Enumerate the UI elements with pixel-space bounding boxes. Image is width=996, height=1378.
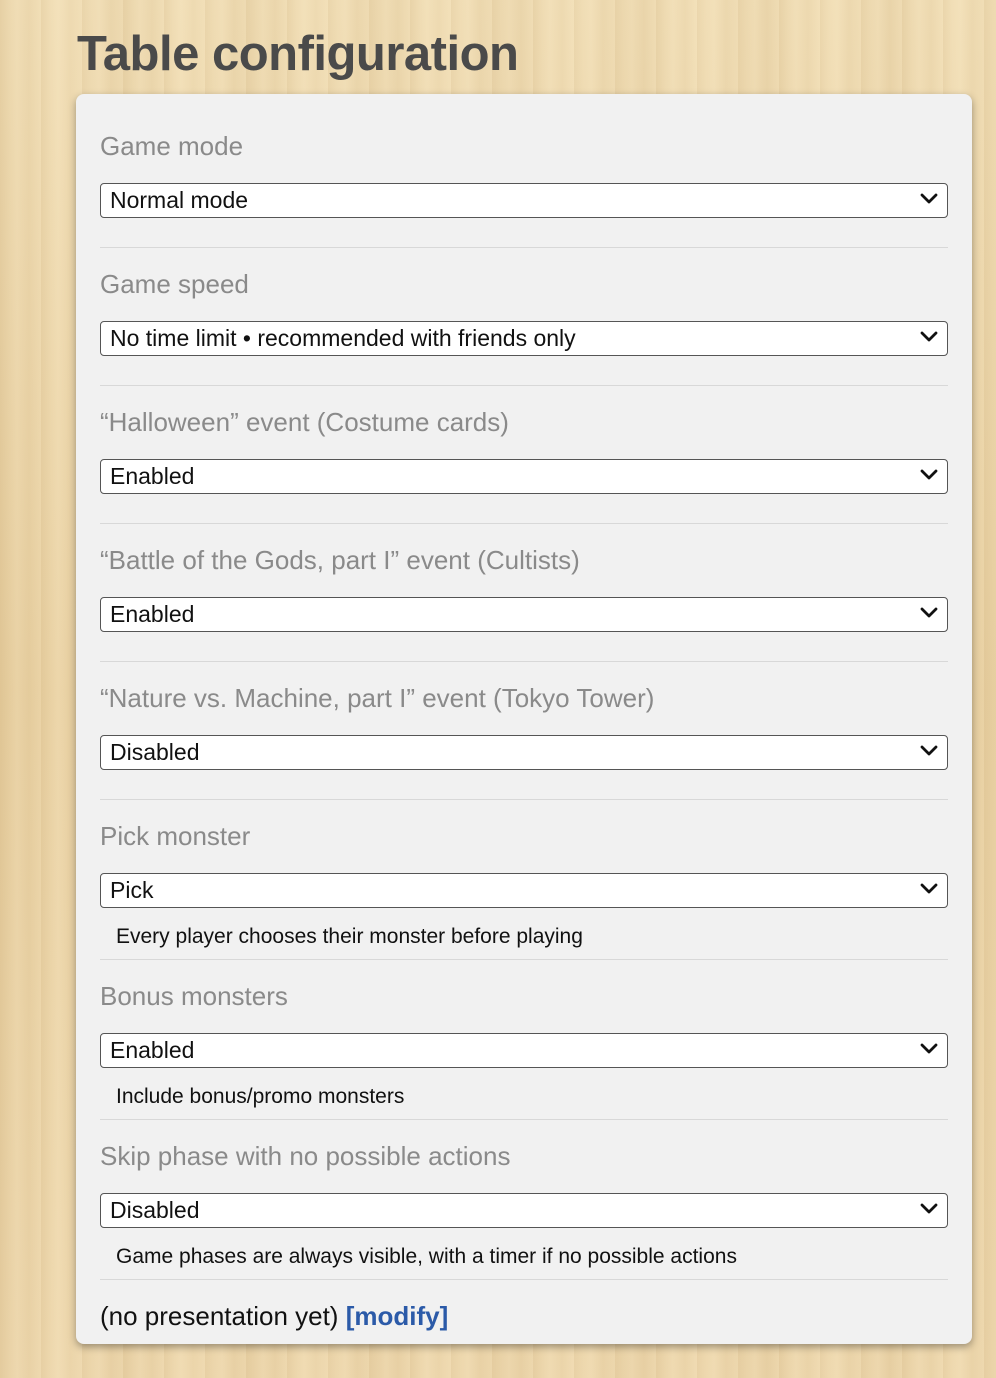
select-value: Enabled [110,1037,195,1063]
option-bonus-monsters [100,960,948,1120]
option-game-mode [100,126,948,248]
presentation-footer [100,1296,948,1336]
option-label: “Halloween” event (Costume cards) [100,407,509,437]
select-value: Enabled [110,601,195,627]
modify-link[interactable]: [modify] [345,1301,449,1331]
select-value: Normal mode [110,187,249,213]
game-speed-select[interactable] [100,321,948,356]
select-value: Pick [110,877,154,903]
option-halloween-event [100,386,948,524]
chevron-down-icon [920,745,938,757]
pick-monster-select[interactable] [100,873,948,908]
option-label: Game mode [100,131,244,161]
bonus-monsters-select[interactable] [100,1033,948,1068]
chevron-down-icon [920,1043,938,1055]
battle-of-gods-event-select[interactable] [100,597,948,632]
select-value: Disabled [110,739,200,765]
presentation-status: (no presentation yet) [100,1301,339,1331]
chevron-down-icon [920,883,938,895]
option-label: Game speed [100,269,249,299]
select-value: No time limit • recommended with friends only [110,325,576,351]
select-value: Disabled [110,1197,200,1223]
skip-phase-select[interactable] [100,1193,948,1228]
page-title: Table configuration [77,27,519,81]
game-mode-select[interactable] [100,183,948,218]
table-config-panel [76,94,972,1344]
option-pick-monster [100,800,948,960]
option-skip-phase [100,1120,948,1280]
halloween-event-select[interactable] [100,459,948,494]
option-description: Game phases are always visible, with a timer if no possible actions [116,1245,737,1268]
option-label: Pick monster [100,821,251,851]
select-value: Enabled [110,463,195,489]
chevron-down-icon [920,1203,938,1215]
option-label: Skip phase with no possible actions [100,1141,511,1171]
nature-vs-machine-event-select[interactable] [100,735,948,770]
option-battle-of-gods-event [100,524,948,662]
chevron-down-icon [920,607,938,619]
option-description: Include bonus/promo monsters [116,1085,405,1108]
option-nature-vs-machine-event [100,662,948,800]
chevron-down-icon [920,331,938,343]
option-label: “Battle of the Gods, part I” event (Cultists) [100,545,580,575]
option-label: “Nature vs. Machine, part I” event (Tokyo Tower) [100,683,655,713]
chevron-down-icon [920,193,938,205]
option-game-speed [100,248,948,386]
chevron-down-icon [920,469,938,481]
option-description: Every player chooses their monster before playing [116,925,583,948]
option-label: Bonus monsters [100,981,288,1011]
